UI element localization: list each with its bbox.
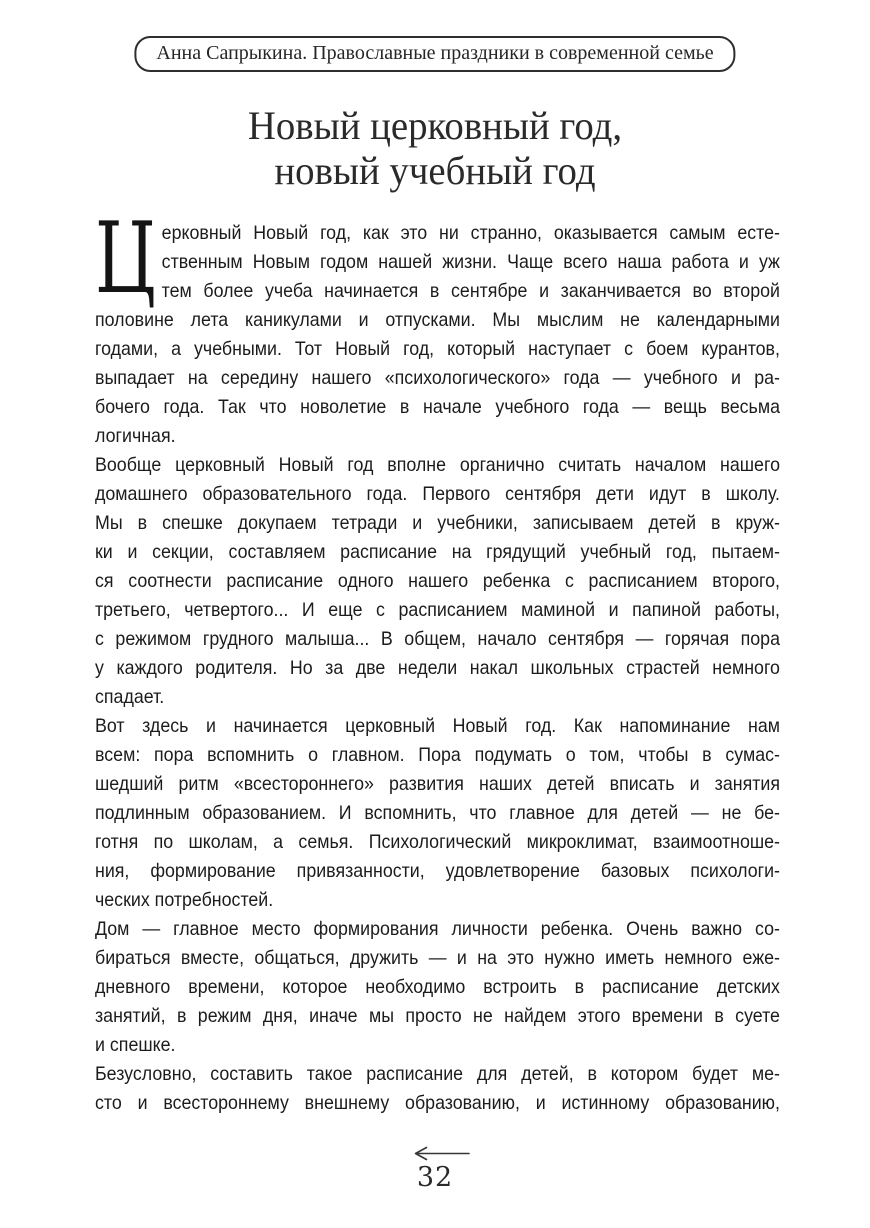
text-line: Безусловно, составить такое расписание для детей, в котором будет ме- — [95, 1063, 780, 1085]
text-line: Вообще церковный Новый год вполне органично считать началом нашего — [95, 454, 780, 476]
text-line: Дом — главное место формирования личности ребенка. Очень важно со- — [95, 918, 780, 940]
text-line: бираться вместе, общаться, дружить — и на это нужно иметь немного еже- — [95, 947, 780, 969]
text-line: тем более учеба начинается в сентябре и заканчивается во второй — [161, 280, 780, 302]
text-line: ческих потребностей. — [95, 889, 274, 911]
running-header-text: Анна Сапрыкина. Православные праздники в современной семье — [156, 42, 714, 64]
text-line: спадает. — [95, 686, 165, 708]
text-line: сто и всестороннему внешнему образованию, и истинному образованию, — [95, 1092, 780, 1114]
text-line: всем: пора вспомнить о главном. Пора подумать о том, чтобы в сумас- — [95, 744, 780, 766]
paragraph — [95, 1060, 780, 1118]
drop-cap: Ц — [95, 202, 156, 316]
text-line: домашнего образовательного года. Первого сентября дети идут в школу. — [95, 483, 780, 505]
chapter-title-line1: Новый церковный год, — [247, 103, 623, 148]
text-line: бочего года. Так что новолетие в начале учебного года — вещь весьма — [95, 396, 780, 418]
text-line: готня по школам, а семья. Психологический микроклимат, взаимоотноше- — [95, 831, 780, 853]
text-line: и спешке. — [95, 1034, 176, 1056]
page-footer — [0, 1146, 870, 1193]
running-header — [134, 36, 735, 72]
text-line: ния, формирование привязанности, удовлетворение базовых психологи- — [95, 860, 780, 882]
text-line: ся соотнести расписание одного нашего ребенка с расписанием второго, — [95, 570, 780, 592]
body-text — [95, 202, 780, 1118]
paragraph — [95, 712, 780, 915]
text-line: ерковный Новый год, как это ни странно, оказывается самым есте- — [161, 222, 780, 244]
text-line: занятий, в режим дня, иначе мы просто не найдем этого времени в суете — [95, 1005, 780, 1027]
text-line: с режимом грудного малыша... В общем, начало сентября — горячая пора — [95, 628, 780, 650]
chapter-title-line2: новый учебный год — [274, 148, 596, 193]
paragraph — [95, 202, 780, 451]
text-line: половине лета каникулами и отпусками. Мы мыслим не календарными — [95, 309, 780, 331]
text-line: Вот здесь и начинается церковный Новый год. Как напоминание нам — [95, 715, 780, 737]
left-arrow-icon — [412, 1146, 470, 1162]
text-line: дневного времени, которое необходимо встроить в расписание детских — [95, 976, 780, 998]
text-line: ственным Новым годом нашей жизни. Чаще всего наша работа и уж — [161, 251, 780, 273]
text-line: подлинным образованием. И вспомнить, что главное для детей — не бе- — [95, 802, 780, 824]
text-line: выпадает на середину нашего «психологического» года — учебного и ра- — [95, 367, 780, 389]
paragraph — [95, 915, 780, 1060]
text-line: шедший ритм «всестороннего» развития наших детей вписать и занятия — [95, 773, 780, 795]
text-line: Мы в спешке докупаем тетради и учебники, записываем детей в круж- — [95, 512, 780, 534]
page-number: 32 — [416, 1162, 454, 1193]
text-line: годами, а учебными. Тот Новый год, который наступает с боем курантов, — [95, 338, 780, 360]
text-line: у каждого родителя. Но за две недели накал школьных страстей немного — [95, 657, 780, 679]
paragraph — [95, 451, 780, 712]
text-line: ки и секции, составляем расписание на грядущий учебный год, пытаем- — [95, 541, 780, 563]
text-line: третьего, четвертого... И еще с расписанием маминой и папиной работы, — [95, 599, 780, 621]
chapter-title — [13, 103, 857, 193]
text-line: логичная. — [95, 425, 176, 447]
